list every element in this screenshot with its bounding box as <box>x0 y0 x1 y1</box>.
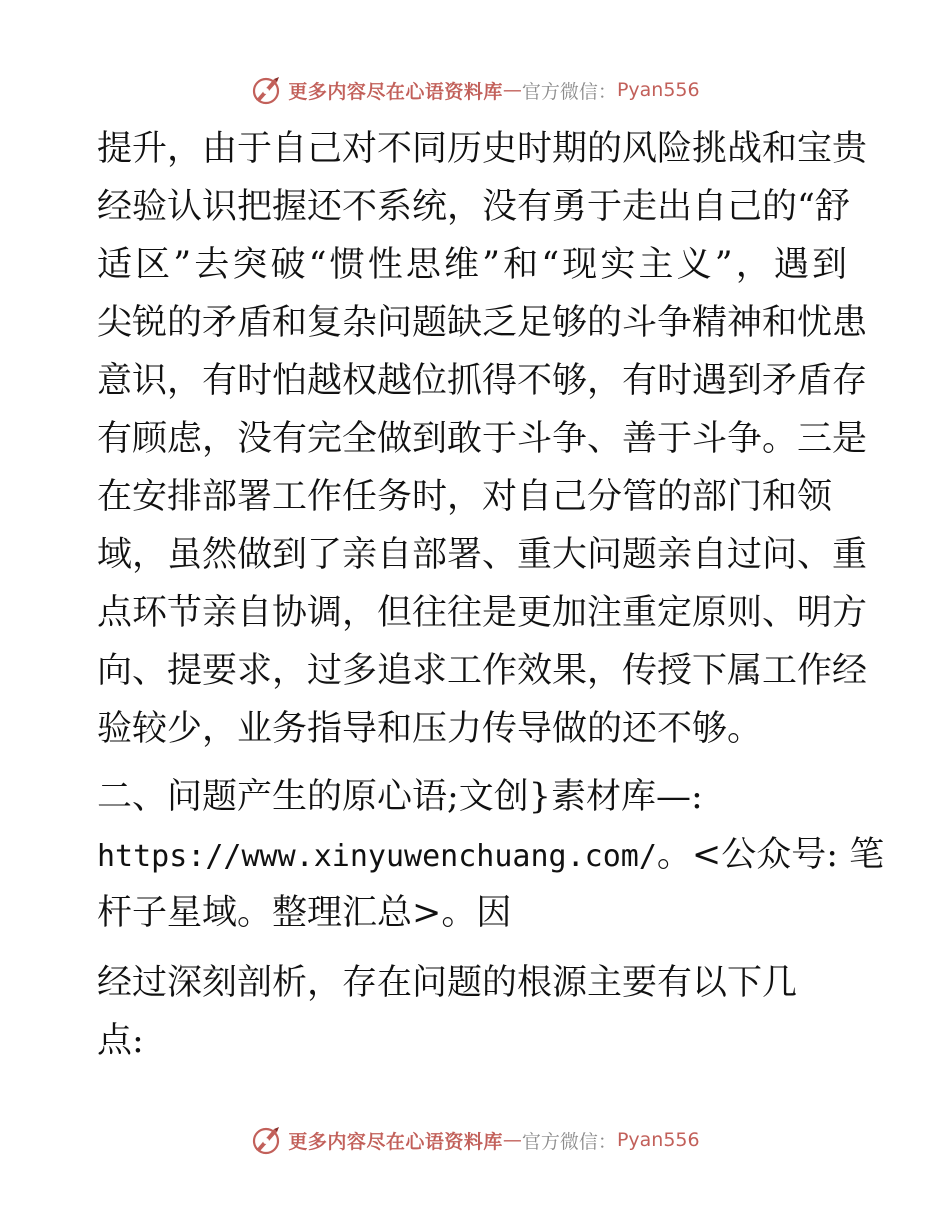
text-line: 提升，由于自己对不同历史时期的风险挑战和宝贵 <box>97 129 868 169</box>
text-line: 有顾虑，没有完全做到敢于斗争、善于斗争。三是 <box>97 419 868 459</box>
header-watermark <box>0 72 950 108</box>
text-line: 适区”去突破“惯性思维”和“现实主义”，遇到 <box>97 245 847 285</box>
text-line: 杆子星域。整理汇总>。因 <box>97 893 512 933</box>
section-heading: 二、问题产生的原心语;文创}素材库—: <box>97 777 703 817</box>
header-brand-text: 更多内容尽在心语资料库 <box>288 80 503 103</box>
text-line: 点环节亲自协调，但往往是更加注重定原则、明方 <box>97 593 868 633</box>
header-dash: — <box>502 79 522 101</box>
public-account-label: 。<公众号: 笔 <box>656 835 885 875</box>
footer-wechat-id: Pyan556 <box>616 1129 700 1151</box>
footer-watermark <box>0 1122 950 1158</box>
footer-brand-text: 更多内容尽在心语资料库 <box>288 1130 503 1153</box>
paragraph-3 <box>97 954 857 1070</box>
text-line: 点: <box>97 1021 144 1061</box>
source-url: https://www.xinyuwenchuang.com/ <box>97 839 657 874</box>
text-line: 经验认识把握还不系统，没有勇于走出自己的“舒 <box>97 187 850 227</box>
header-wechat-label: 官方微信： <box>521 80 617 103</box>
feather-pen-logo-icon <box>250 1124 282 1156</box>
text-line: 验较少，业务指导和压力传导做的还不够。 <box>97 709 763 749</box>
document-body <box>97 120 885 1070</box>
footer-wechat-label: 官方微信： <box>521 1130 617 1153</box>
text-line: 意识，有时怕越权越位抓得不够，有时遇到矛盾存 <box>97 361 868 401</box>
paragraph-1 <box>97 120 868 758</box>
text-line: 经过深刻剖析，存在问题的根源主要有以下几 <box>97 963 798 1003</box>
text-line: 域，虽然做到了亲自部署、重大问题亲自过问、重 <box>97 535 868 575</box>
text-line: 向、提要求，过多追求工作效果，传授下属工作经 <box>97 651 868 691</box>
text-line: 尖锐的矛盾和复杂问题缺乏足够的斗争精神和忧患 <box>97 303 868 343</box>
section-2 <box>97 768 885 942</box>
url-line <box>97 826 885 884</box>
text-line: 在安排部署工作任务时，对自己分管的部门和领 <box>97 477 833 517</box>
header-wechat-id: Pyan556 <box>616 79 700 101</box>
footer-dash: — <box>502 1129 522 1151</box>
feather-pen-logo-icon <box>250 74 282 106</box>
